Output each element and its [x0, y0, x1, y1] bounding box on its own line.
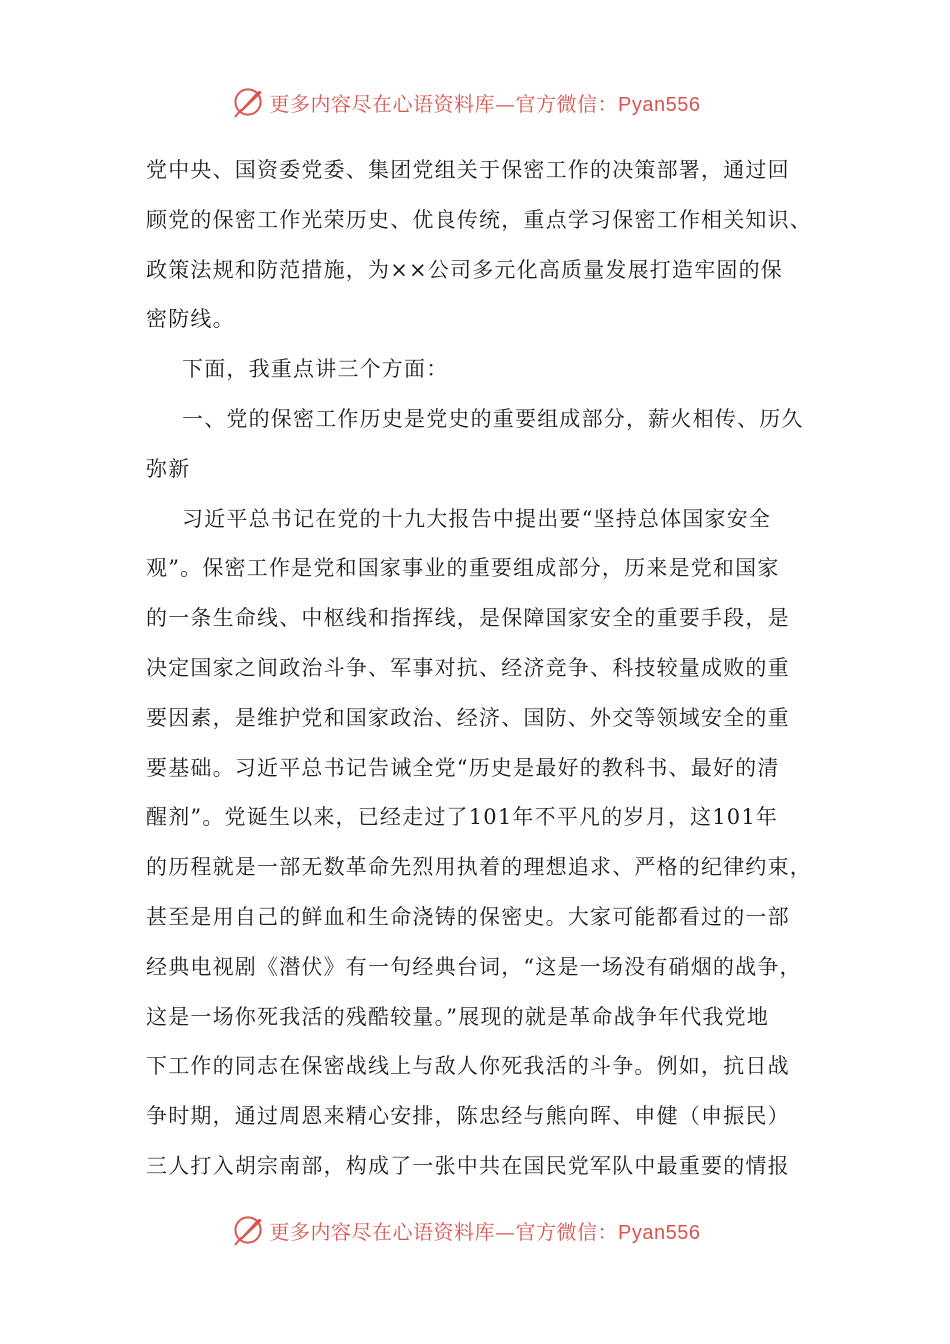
body-line: 醒剂”。党诞生以来，已经走过了101年不平凡的岁月，这101年	[146, 805, 779, 830]
body-line: 决定国家之间政治斗争、军事对抗、经济竞争、科技较量成败的重	[146, 655, 790, 680]
body-line: 要基础。习近平总书记告诫全党“历史是最好的教科书、最好的清	[146, 755, 780, 780]
body-line: 争时期，通过周恩来精心安排，陈忠经与熊向晖、申健（申振民）	[146, 1104, 790, 1129]
body-line: 党中央、国资委党委、集团党组关于保密工作的决策部署，通过回	[146, 158, 790, 182]
footer-wechat-id: Pyan556	[618, 1221, 701, 1244]
header-banner-text: 更多内容尽在心语资料库—官方微信：Pyan556	[269, 91, 701, 116]
section-heading: 一、党的保密工作历史是党史的重要组成部分，薪火相传、历久	[182, 406, 804, 431]
body-line: 顾党的保密工作光荣历史、优良传统，重点学习保密工作相关知识、	[146, 207, 812, 232]
body-line: 的一条生命线、中枢线和指挥线，是保障国家安全的重要手段，是	[146, 606, 790, 631]
footer-banner-text: 更多内容尽在心语资料库—官方微信：Pyan556	[269, 1219, 701, 1244]
header-wechat-id: Pyan556	[618, 93, 701, 116]
section-heading-cont: 弥新	[146, 456, 191, 481]
body-line: 三人打入胡宗南部，构成了一张中共在国民党军队中最重要的情报	[146, 1153, 790, 1178]
quill-logo-icon	[230, 84, 266, 120]
header-watermark-banner	[0, 82, 950, 122]
quill-logo-icon	[230, 1212, 266, 1248]
body-line: 下面，我重点讲三个方面：	[182, 357, 449, 382]
body-line: 要因素，是维护党和国家政治、经济、国防、外交等领域安全的重	[146, 705, 790, 730]
body-line: 经典电视剧《潜伏》有一句经典台词，“这是一场没有硝烟的战争，	[146, 954, 802, 979]
body-line: 这是一场你死我活的残酷较量。”展现的就是革命战争年代我党地	[146, 1004, 770, 1029]
document-body	[146, 150, 812, 1196]
body-line: 下工作的同志在保密战线上与敌人你死我活的斗争。例如，抗日战	[146, 1054, 790, 1079]
footer-watermark-banner	[0, 1210, 950, 1250]
body-line: 政策法规和防范措施，为××公司多元化高质量发展打造牢固的保	[146, 257, 783, 282]
body-line: 观”。保密工作是党和国家事业的重要组成部分，历来是党和国家	[146, 556, 780, 581]
body-line: 密防线。	[146, 307, 235, 332]
body-line: 甚至是用自己的鲜血和生命浇铸的保密史。大家可能都看过的一部	[146, 904, 790, 929]
body-line: 习近平总书记在党的十九大报告中提出要“坚持总体国家安全	[182, 506, 772, 531]
body-line: 的历程就是一部无数革命先烈用执着的理想追求、严格的纪律约束，	[146, 855, 812, 880]
